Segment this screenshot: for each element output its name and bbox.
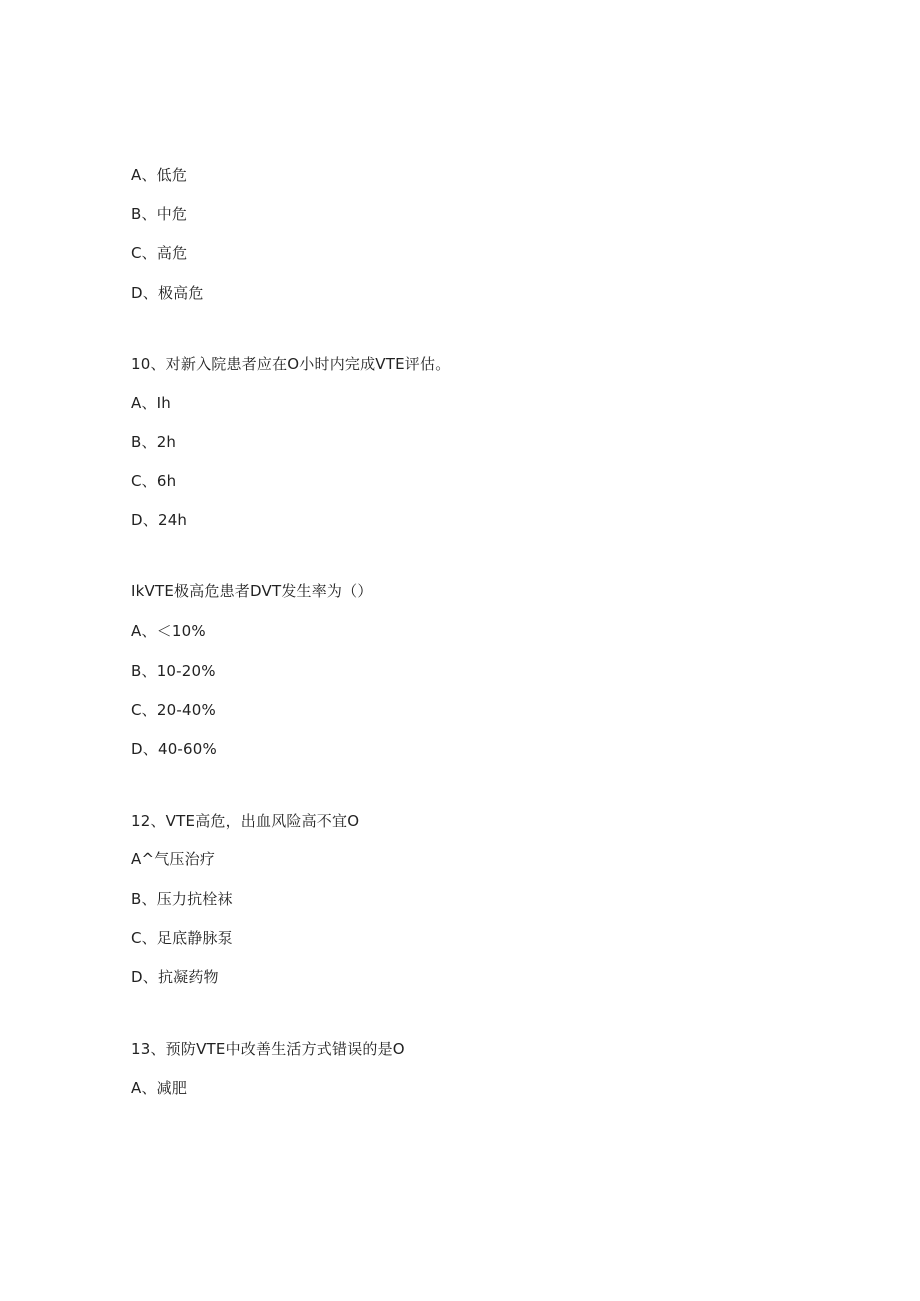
- option-d: D、24h: [131, 511, 188, 529]
- option-c: C、20-40%: [131, 701, 216, 719]
- option-a: A、减肥: [131, 1079, 188, 1097]
- option-a: A、Ih: [131, 394, 171, 412]
- option-b: B、2h: [131, 433, 177, 451]
- option-d: D、极高危: [131, 284, 204, 302]
- question-stem: IkVTE极高危患者DVT发生率为（）: [131, 582, 373, 600]
- option-c: C、6h: [131, 472, 177, 490]
- option-d: D、40-60%: [131, 740, 217, 758]
- option-b: B、压力抗栓袜: [131, 890, 233, 908]
- option-a: A、＜10%: [131, 622, 206, 640]
- option-d: D、抗凝药物: [131, 968, 219, 986]
- question-stem: 12、VTE高危，出血风险高不宜O: [131, 812, 360, 830]
- option-a: A、低危: [131, 166, 188, 184]
- option-b: B、中危: [131, 205, 188, 223]
- question-stem: 13、预防VTE中改善生活方式错误的是O: [131, 1040, 405, 1058]
- option-c: C、足底静脉泵: [131, 929, 233, 947]
- option-c: C、高危: [131, 244, 188, 262]
- option-b: B、10-20%: [131, 662, 216, 680]
- question-stem: 10、对新入院患者应在O小时内完成VTE评估。: [131, 355, 451, 373]
- option-a: A^气压治疗: [131, 850, 216, 868]
